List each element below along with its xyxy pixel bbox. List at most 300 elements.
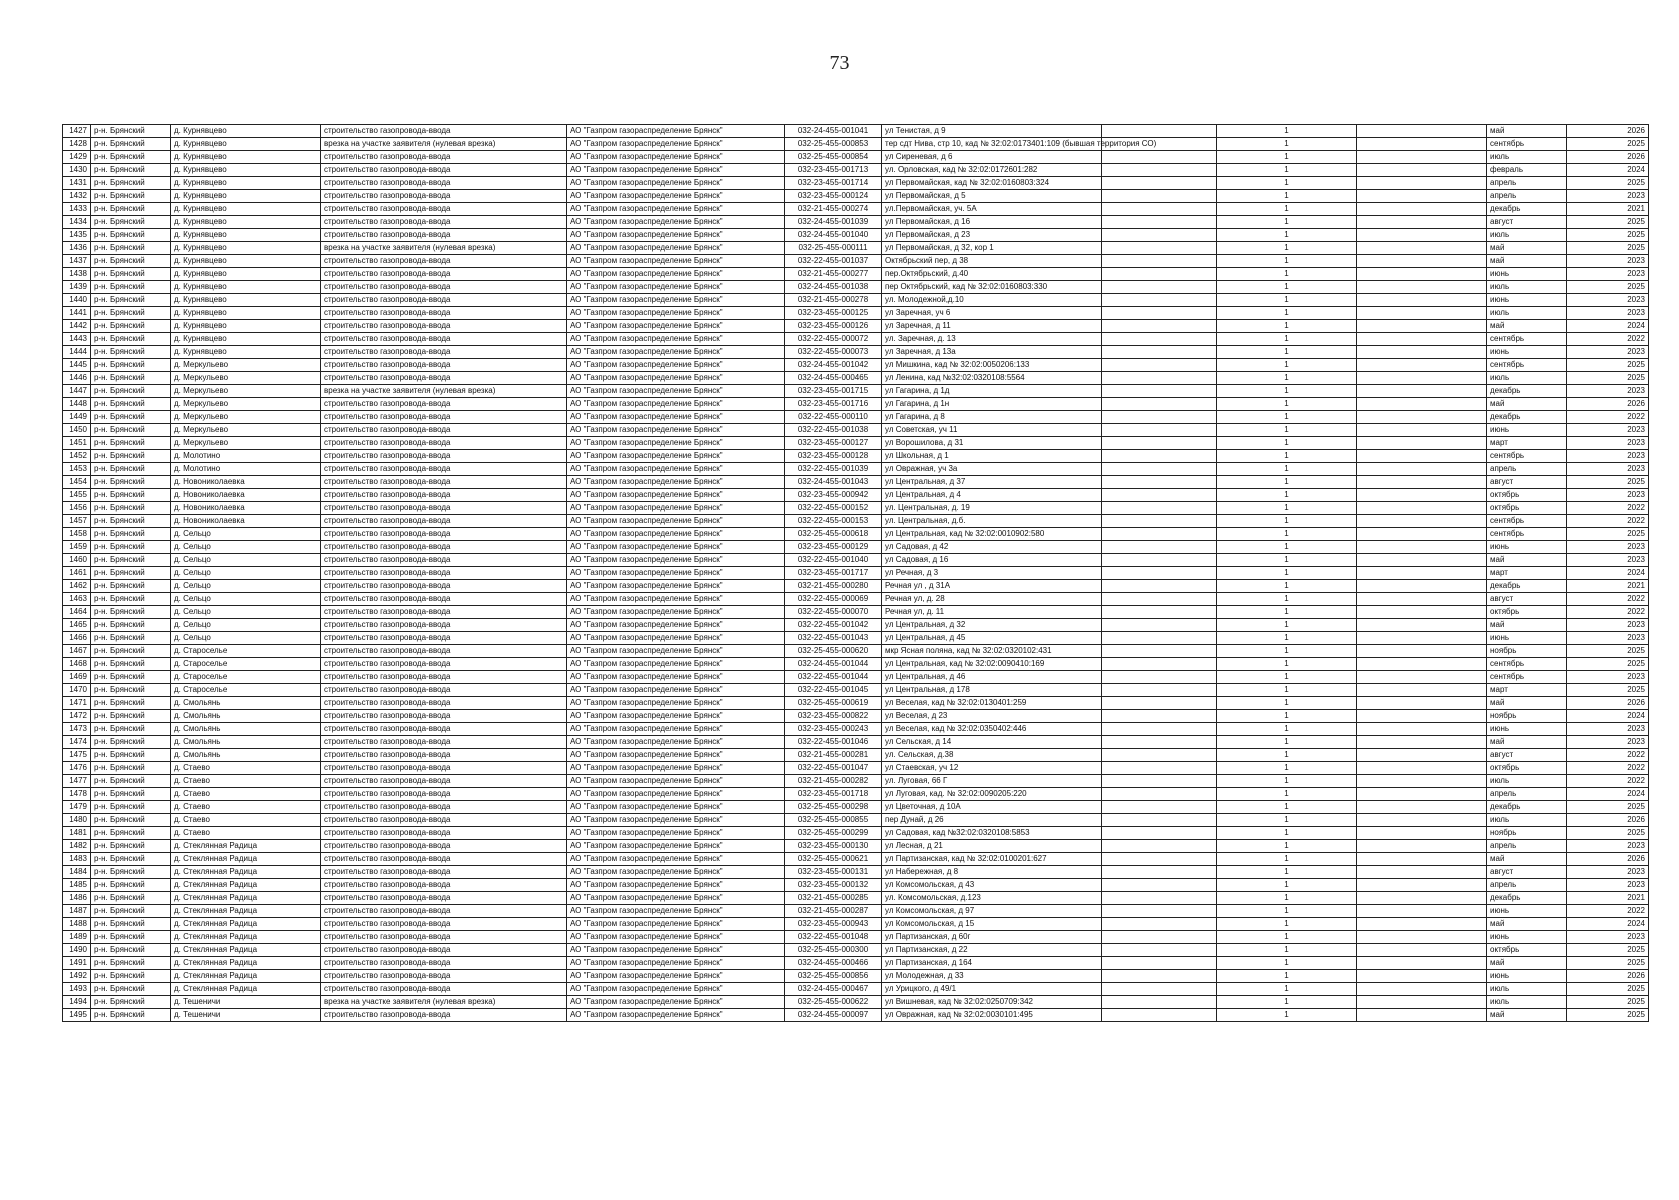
cell-district: р-н. Брянский xyxy=(91,190,171,203)
cell-work-type: строительство газопровода-ввода xyxy=(321,333,567,346)
table-row xyxy=(63,502,1649,515)
cell-year: 2023 xyxy=(1567,307,1649,320)
cell-contractor: АО "Газпром газораспределение Брянск" xyxy=(567,866,785,879)
cell-month: август xyxy=(1487,476,1567,489)
cell-district: р-н. Брянский xyxy=(91,931,171,944)
cell-application-code: 032-25-455-000111 xyxy=(785,242,882,255)
registry-body xyxy=(63,125,1649,1022)
cell-settlement: д. Курнявцево xyxy=(171,255,321,268)
table-row xyxy=(63,658,1649,671)
cell-settlement: д. Стеклянная Радица xyxy=(171,944,321,957)
cell-count: 1 xyxy=(1217,151,1357,164)
cell-count: 1 xyxy=(1217,658,1357,671)
cell-application-code: 032-24-455-001042 xyxy=(785,359,882,372)
cell-row-number: 1486 xyxy=(63,892,91,905)
cell-district: р-н. Брянский xyxy=(91,138,171,151)
cell-application-code: 032-22-455-001037 xyxy=(785,255,882,268)
cell-count: 1 xyxy=(1217,424,1357,437)
cell-year: 2023 xyxy=(1567,385,1649,398)
table-row xyxy=(63,346,1649,359)
cell-contractor: АО "Газпром газораспределение Брянск" xyxy=(567,346,785,359)
cell-application-code: 032-24-455-000466 xyxy=(785,957,882,970)
table-row xyxy=(63,983,1649,996)
cell-month: июнь xyxy=(1487,970,1567,983)
cell-settlement: д. Меркульево xyxy=(171,398,321,411)
cell-contractor: АО "Газпром газораспределение Брянск" xyxy=(567,788,785,801)
cell-row-number: 1451 xyxy=(63,437,91,450)
cell-application-code: 032-22-455-000070 xyxy=(785,606,882,619)
cell-row-number: 1471 xyxy=(63,697,91,710)
table-row xyxy=(63,840,1649,853)
cell-count: 1 xyxy=(1217,710,1357,723)
cell-address: ул Набережная, д 8 xyxy=(882,866,1102,879)
cell-row-number: 1447 xyxy=(63,385,91,398)
cell-work-type: строительство газопровода-ввода xyxy=(321,515,567,528)
cell-year: 2023 xyxy=(1567,463,1649,476)
cell-address: ул Заречная, д 11 xyxy=(882,320,1102,333)
cell-extra-cell xyxy=(1102,190,1217,203)
cell-row-number: 1430 xyxy=(63,164,91,177)
cell-blank-cell xyxy=(1357,970,1487,983)
cell-blank-cell xyxy=(1357,268,1487,281)
cell-blank-cell xyxy=(1357,593,1487,606)
cell-contractor: АО "Газпром газораспределение Брянск" xyxy=(567,164,785,177)
cell-settlement: д. Курнявцево xyxy=(171,216,321,229)
cell-count: 1 xyxy=(1217,125,1357,138)
cell-count: 1 xyxy=(1217,255,1357,268)
cell-blank-cell xyxy=(1357,437,1487,450)
cell-month: апрель xyxy=(1487,879,1567,892)
cell-count: 1 xyxy=(1217,645,1357,658)
cell-month: август xyxy=(1487,216,1567,229)
cell-month: июль xyxy=(1487,775,1567,788)
cell-year: 2023 xyxy=(1567,190,1649,203)
cell-blank-cell xyxy=(1357,346,1487,359)
cell-work-type: строительство газопровода-ввода xyxy=(321,801,567,814)
cell-work-type: строительство газопровода-ввода xyxy=(321,476,567,489)
cell-row-number: 1452 xyxy=(63,450,91,463)
cell-application-code: 032-22-455-001047 xyxy=(785,762,882,775)
cell-settlement: д. Стаево xyxy=(171,788,321,801)
cell-year: 2023 xyxy=(1567,840,1649,853)
table-row xyxy=(63,164,1649,177)
cell-count: 1 xyxy=(1217,359,1357,372)
cell-district: р-н. Брянский xyxy=(91,320,171,333)
cell-month: май xyxy=(1487,957,1567,970)
cell-blank-cell xyxy=(1357,151,1487,164)
table-row xyxy=(63,762,1649,775)
cell-month: сентябрь xyxy=(1487,359,1567,372)
cell-extra-cell xyxy=(1102,450,1217,463)
cell-contractor: АО "Газпром газораспределение Брянск" xyxy=(567,372,785,385)
cell-work-type: строительство газопровода-ввода xyxy=(321,736,567,749)
cell-blank-cell xyxy=(1357,697,1487,710)
table-row xyxy=(63,1009,1649,1022)
cell-count: 1 xyxy=(1217,190,1357,203)
cell-month: апрель xyxy=(1487,177,1567,190)
table-row xyxy=(63,814,1649,827)
cell-month: сентябрь xyxy=(1487,658,1567,671)
cell-contractor: АО "Газпром газораспределение Брянск" xyxy=(567,918,785,931)
cell-application-code: 032-23-455-000130 xyxy=(785,840,882,853)
cell-application-code: 032-24-455-001043 xyxy=(785,476,882,489)
cell-address: ул. Комсомольская, д.123 xyxy=(882,892,1102,905)
cell-contractor: АО "Газпром газораспределение Брянск" xyxy=(567,723,785,736)
cell-count: 1 xyxy=(1217,918,1357,931)
cell-row-number: 1466 xyxy=(63,632,91,645)
cell-month: май xyxy=(1487,918,1567,931)
table-row xyxy=(63,398,1649,411)
cell-work-type: строительство газопровода-ввода xyxy=(321,437,567,450)
cell-application-code: 032-22-455-001042 xyxy=(785,619,882,632)
cell-year: 2024 xyxy=(1567,567,1649,580)
cell-count: 1 xyxy=(1217,1009,1357,1022)
cell-count: 1 xyxy=(1217,242,1357,255)
cell-month: апрель xyxy=(1487,788,1567,801)
cell-contractor: АО "Газпром газораспределение Брянск" xyxy=(567,138,785,151)
cell-settlement: д. Сельцо xyxy=(171,580,321,593)
cell-work-type: строительство газопровода-ввода xyxy=(321,411,567,424)
cell-application-code: 032-22-455-001046 xyxy=(785,736,882,749)
cell-year: 2023 xyxy=(1567,736,1649,749)
cell-settlement: д. Стеклянная Радица xyxy=(171,879,321,892)
cell-blank-cell xyxy=(1357,931,1487,944)
table-row xyxy=(63,879,1649,892)
cell-address: мкр Ясная поляна, кад № 32:02:0320102:431 xyxy=(882,645,1102,658)
cell-district: р-н. Брянский xyxy=(91,359,171,372)
cell-month: август xyxy=(1487,593,1567,606)
cell-contractor: АО "Газпром газораспределение Брянск" xyxy=(567,320,785,333)
table-row xyxy=(63,255,1649,268)
cell-work-type: врезка на участке заявителя (нулевая врезка) xyxy=(321,138,567,151)
cell-row-number: 1473 xyxy=(63,723,91,736)
cell-count: 1 xyxy=(1217,853,1357,866)
table-row xyxy=(63,905,1649,918)
cell-work-type: строительство газопровода-ввода xyxy=(321,580,567,593)
cell-row-number: 1441 xyxy=(63,307,91,320)
cell-contractor: АО "Газпром газораспределение Брянск" xyxy=(567,697,785,710)
cell-extra-cell xyxy=(1102,333,1217,346)
cell-application-code: 032-24-455-001039 xyxy=(785,216,882,229)
cell-extra-cell xyxy=(1102,996,1217,1009)
cell-district: р-н. Брянский xyxy=(91,866,171,879)
cell-work-type: строительство газопровода-ввода xyxy=(321,567,567,580)
cell-count: 1 xyxy=(1217,684,1357,697)
cell-year: 2021 xyxy=(1567,203,1649,216)
cell-application-code: 032-25-455-000853 xyxy=(785,138,882,151)
cell-count: 1 xyxy=(1217,580,1357,593)
cell-address: пер Октябрьский, кад № 32:02:0160803:330 xyxy=(882,281,1102,294)
cell-extra-cell xyxy=(1102,476,1217,489)
cell-application-code: 032-24-455-000465 xyxy=(785,372,882,385)
cell-contractor: АО "Газпром газораспределение Брянск" xyxy=(567,229,785,242)
cell-contractor: АО "Газпром газораспределение Брянск" xyxy=(567,216,785,229)
cell-work-type: строительство газопровода-ввода xyxy=(321,1009,567,1022)
cell-extra-cell xyxy=(1102,294,1217,307)
cell-application-code: 032-22-455-000072 xyxy=(785,333,882,346)
cell-month: октябрь xyxy=(1487,502,1567,515)
cell-address: тер сдт Нива, стр 10, кад № 32:02:0173401:109 (бывшая территория СО) xyxy=(882,138,1102,151)
cell-address: ул Первомайская, кад № 32:02:0160803:324 xyxy=(882,177,1102,190)
cell-blank-cell xyxy=(1357,827,1487,840)
table-row xyxy=(63,541,1649,554)
table-row xyxy=(63,710,1649,723)
cell-application-code: 032-22-455-000073 xyxy=(785,346,882,359)
cell-address: ул. Орловская, кад № 32:02:0172601:282 xyxy=(882,164,1102,177)
gasification-registry-table xyxy=(62,124,1649,1022)
cell-row-number: 1489 xyxy=(63,931,91,944)
cell-address: ул Советская, уч 11 xyxy=(882,424,1102,437)
cell-contractor: АО "Газпром газораспределение Брянск" xyxy=(567,645,785,658)
cell-contractor: АО "Газпром газораспределение Брянск" xyxy=(567,515,785,528)
cell-address: Речная ул, д. 28 xyxy=(882,593,1102,606)
cell-row-number: 1484 xyxy=(63,866,91,879)
cell-address: ул Речная, д 3 xyxy=(882,567,1102,580)
cell-extra-cell xyxy=(1102,268,1217,281)
cell-contractor: АО "Газпром газораспределение Брянск" xyxy=(567,606,785,619)
cell-blank-cell xyxy=(1357,281,1487,294)
cell-extra-cell xyxy=(1102,372,1217,385)
cell-contractor: АО "Газпром газораспределение Брянск" xyxy=(567,541,785,554)
cell-extra-cell xyxy=(1102,203,1217,216)
cell-row-number: 1493 xyxy=(63,983,91,996)
cell-settlement: д. Новониколаевка xyxy=(171,476,321,489)
cell-contractor: АО "Газпром газораспределение Брянск" xyxy=(567,879,785,892)
cell-row-number: 1446 xyxy=(63,372,91,385)
cell-district: р-н. Брянский xyxy=(91,424,171,437)
cell-district: р-н. Брянский xyxy=(91,242,171,255)
cell-blank-cell xyxy=(1357,736,1487,749)
cell-count: 1 xyxy=(1217,931,1357,944)
cell-district: р-н. Брянский xyxy=(91,294,171,307)
cell-address: ул Лесная, д 21 xyxy=(882,840,1102,853)
cell-address: ул. Центральная, д.б. xyxy=(882,515,1102,528)
cell-address: ул Ворошилова, д 31 xyxy=(882,437,1102,450)
table-row xyxy=(63,957,1649,970)
cell-count: 1 xyxy=(1217,697,1357,710)
cell-district: р-н. Брянский xyxy=(91,593,171,606)
cell-year: 2025 xyxy=(1567,658,1649,671)
table-row xyxy=(63,918,1649,931)
cell-blank-cell xyxy=(1357,554,1487,567)
cell-work-type: строительство газопровода-ввода xyxy=(321,528,567,541)
cell-extra-cell xyxy=(1102,320,1217,333)
cell-contractor: АО "Газпром газораспределение Брянск" xyxy=(567,450,785,463)
cell-district: р-н. Брянский xyxy=(91,684,171,697)
cell-application-code: 032-25-455-000855 xyxy=(785,814,882,827)
cell-month: июнь xyxy=(1487,931,1567,944)
cell-blank-cell xyxy=(1357,684,1487,697)
cell-blank-cell xyxy=(1357,749,1487,762)
cell-extra-cell xyxy=(1102,931,1217,944)
cell-month: май xyxy=(1487,255,1567,268)
cell-work-type: строительство газопровода-ввода xyxy=(321,970,567,983)
cell-year: 2022 xyxy=(1567,775,1649,788)
cell-row-number: 1487 xyxy=(63,905,91,918)
cell-extra-cell xyxy=(1102,554,1217,567)
cell-address: ул Партизанская, д 60г xyxy=(882,931,1102,944)
cell-month: май xyxy=(1487,1009,1567,1022)
cell-settlement: д. Тешеничи xyxy=(171,1009,321,1022)
cell-row-number: 1439 xyxy=(63,281,91,294)
cell-extra-cell xyxy=(1102,736,1217,749)
cell-district: р-н. Брянский xyxy=(91,983,171,996)
cell-blank-cell xyxy=(1357,879,1487,892)
cell-row-number: 1432 xyxy=(63,190,91,203)
cell-settlement: д. Новониколаевка xyxy=(171,515,321,528)
table-row xyxy=(63,736,1649,749)
cell-contractor: АО "Газпром газораспределение Брянск" xyxy=(567,736,785,749)
cell-count: 1 xyxy=(1217,905,1357,918)
cell-blank-cell xyxy=(1357,411,1487,424)
cell-extra-cell xyxy=(1102,1009,1217,1022)
cell-contractor: АО "Газпром газораспределение Брянск" xyxy=(567,775,785,788)
cell-district: р-н. Брянский xyxy=(91,671,171,684)
cell-month: сентябрь xyxy=(1487,528,1567,541)
cell-year: 2026 xyxy=(1567,970,1649,983)
cell-work-type: строительство газопровода-ввода xyxy=(321,190,567,203)
cell-contractor: АО "Газпром газораспределение Брянск" xyxy=(567,411,785,424)
cell-extra-cell xyxy=(1102,684,1217,697)
cell-blank-cell xyxy=(1357,372,1487,385)
table-row xyxy=(63,619,1649,632)
cell-district: р-н. Брянский xyxy=(91,411,171,424)
cell-settlement: д. Курнявцево xyxy=(171,177,321,190)
cell-extra-cell xyxy=(1102,541,1217,554)
cell-address: ул Партизанская, д 164 xyxy=(882,957,1102,970)
cell-settlement: д. Сельцо xyxy=(171,528,321,541)
cell-district: р-н. Брянский xyxy=(91,307,171,320)
cell-month: декабрь xyxy=(1487,385,1567,398)
cell-count: 1 xyxy=(1217,489,1357,502)
cell-count: 1 xyxy=(1217,398,1357,411)
cell-district: р-н. Брянский xyxy=(91,658,171,671)
table-row xyxy=(63,437,1649,450)
cell-address: ул Центральная, д 178 xyxy=(882,684,1102,697)
cell-count: 1 xyxy=(1217,957,1357,970)
cell-work-type: строительство газопровода-ввода xyxy=(321,177,567,190)
cell-blank-cell xyxy=(1357,502,1487,515)
table-row xyxy=(63,671,1649,684)
cell-settlement: д. Сельцо xyxy=(171,593,321,606)
cell-settlement: д. Смольянь xyxy=(171,710,321,723)
cell-address: ул Ленина, кад №32:02:0320108:5564 xyxy=(882,372,1102,385)
cell-work-type: строительство газопровода-ввода xyxy=(321,892,567,905)
cell-row-number: 1462 xyxy=(63,580,91,593)
cell-district: р-н. Брянский xyxy=(91,281,171,294)
cell-extra-cell xyxy=(1102,502,1217,515)
cell-month: июль xyxy=(1487,996,1567,1009)
cell-month: сентябрь xyxy=(1487,333,1567,346)
cell-year: 2022 xyxy=(1567,593,1649,606)
cell-district: р-н. Брянский xyxy=(91,996,171,1009)
table-row xyxy=(63,892,1649,905)
cell-settlement: д. Сельцо xyxy=(171,554,321,567)
table-row xyxy=(63,476,1649,489)
cell-month: ноябрь xyxy=(1487,827,1567,840)
cell-year: 2025 xyxy=(1567,944,1649,957)
cell-month: июль xyxy=(1487,372,1567,385)
cell-month: ноябрь xyxy=(1487,645,1567,658)
cell-work-type: строительство газопровода-ввода xyxy=(321,723,567,736)
cell-count: 1 xyxy=(1217,333,1357,346)
cell-settlement: д. Тешеничи xyxy=(171,996,321,1009)
cell-application-code: 032-21-455-000277 xyxy=(785,268,882,281)
cell-month: июнь xyxy=(1487,268,1567,281)
cell-count: 1 xyxy=(1217,463,1357,476)
cell-month: сентябрь xyxy=(1487,671,1567,684)
cell-work-type: строительство газопровода-ввода xyxy=(321,918,567,931)
cell-contractor: АО "Газпром газораспределение Брянск" xyxy=(567,528,785,541)
cell-settlement: д. Староселье xyxy=(171,684,321,697)
cell-year: 2022 xyxy=(1567,606,1649,619)
cell-application-code: 032-23-455-000125 xyxy=(785,307,882,320)
cell-application-code: 032-24-455-001040 xyxy=(785,229,882,242)
cell-work-type: строительство газопровода-ввода xyxy=(321,632,567,645)
table-row xyxy=(63,359,1649,372)
cell-district: р-н. Брянский xyxy=(91,879,171,892)
cell-contractor: АО "Газпром газораспределение Брянск" xyxy=(567,619,785,632)
cell-application-code: 032-23-455-000822 xyxy=(785,710,882,723)
cell-month: сентябрь xyxy=(1487,515,1567,528)
cell-district: р-н. Брянский xyxy=(91,333,171,346)
cell-settlement: д. Стеклянная Радица xyxy=(171,853,321,866)
table-row xyxy=(63,866,1649,879)
cell-settlement: д. Смольянь xyxy=(171,697,321,710)
cell-count: 1 xyxy=(1217,723,1357,736)
cell-work-type: строительство газопровода-ввода xyxy=(321,957,567,970)
cell-row-number: 1474 xyxy=(63,736,91,749)
cell-year: 2025 xyxy=(1567,1009,1649,1022)
cell-month: июль xyxy=(1487,983,1567,996)
cell-year: 2025 xyxy=(1567,957,1649,970)
cell-row-number: 1457 xyxy=(63,515,91,528)
cell-extra-cell xyxy=(1102,424,1217,437)
cell-year: 2023 xyxy=(1567,723,1649,736)
table-row xyxy=(63,294,1649,307)
cell-extra-cell xyxy=(1102,255,1217,268)
table-row xyxy=(63,775,1649,788)
cell-year: 2022 xyxy=(1567,502,1649,515)
cell-work-type: строительство газопровода-ввода xyxy=(321,294,567,307)
cell-district: р-н. Брянский xyxy=(91,528,171,541)
cell-contractor: АО "Газпром газораспределение Брянск" xyxy=(567,996,785,1009)
cell-settlement: д. Стаево xyxy=(171,827,321,840)
cell-count: 1 xyxy=(1217,515,1357,528)
cell-month: июнь xyxy=(1487,905,1567,918)
cell-address: ул Комсомольская, д 97 xyxy=(882,905,1102,918)
cell-application-code: 032-23-455-000124 xyxy=(785,190,882,203)
cell-address: ул Школьная, д 1 xyxy=(882,450,1102,463)
cell-extra-cell xyxy=(1102,177,1217,190)
cell-contractor: АО "Газпром газораспределение Брянск" xyxy=(567,151,785,164)
cell-address: Речная ул , д 31А xyxy=(882,580,1102,593)
cell-contractor: АО "Газпром газораспределение Брянск" xyxy=(567,255,785,268)
cell-work-type: строительство газопровода-ввода xyxy=(321,229,567,242)
cell-district: р-н. Брянский xyxy=(91,762,171,775)
cell-blank-cell xyxy=(1357,918,1487,931)
cell-application-code: 032-23-455-000128 xyxy=(785,450,882,463)
cell-row-number: 1475 xyxy=(63,749,91,762)
cell-work-type: строительство газопровода-ввода xyxy=(321,684,567,697)
cell-blank-cell xyxy=(1357,489,1487,502)
cell-row-number: 1482 xyxy=(63,840,91,853)
cell-district: р-н. Брянский xyxy=(91,606,171,619)
cell-settlement: д. Староселье xyxy=(171,658,321,671)
cell-contractor: АО "Газпром газораспределение Брянск" xyxy=(567,385,785,398)
cell-work-type: строительство газопровода-ввода xyxy=(321,125,567,138)
cell-settlement: д. Меркульево xyxy=(171,411,321,424)
